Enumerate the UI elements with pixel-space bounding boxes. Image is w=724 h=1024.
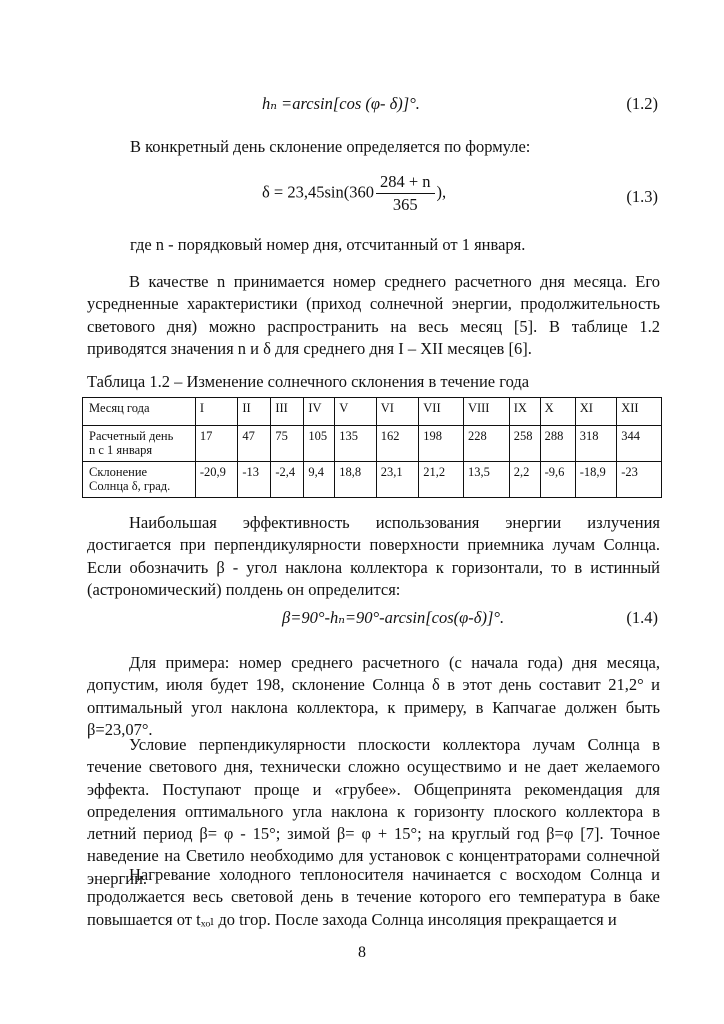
month-cell: IX	[509, 398, 540, 426]
declination-cell: -20,9	[195, 462, 238, 498]
declination-cell: -2,4	[271, 462, 304, 498]
declination-cell: 23,1	[376, 462, 419, 498]
formula-1-3-lhs: δ = 23,45sin(360	[262, 182, 374, 202]
paragraph-5-text: Нагревание холодного теплоносителя начинается с восходом Солнца и продолжается весь световой день в течение которого его температура в баке повышается от tₓₒₗ до tгор. После захода Солнца инсоляция прекращается и	[87, 865, 660, 929]
declination-cell: 13,5	[463, 462, 509, 498]
declination-cell: 18,8	[335, 462, 377, 498]
declination-cell: -13	[238, 462, 271, 498]
formula-1-2-number: (1.2)	[626, 94, 658, 113]
day-cell: 75	[271, 426, 304, 462]
paragraph-3	[87, 652, 660, 741]
paragraph-4-text: Условие перпендикулярности плоскости коллектора лучам Солнца в течение светового дня, технически сложно осуществимо и не дает желаемого эффекта. Поступают проще и «грубее». Общепринята рекомендация для определения оптимального угла наклона к горизонту плоского коллектора в летний период β= φ - 15°; зимой β= φ + 15°; на круглый год β=φ [7]. Точное наведение на Светило необходимо для установок с концентраторами солнечной энергии.	[87, 735, 660, 888]
month-cell: X	[540, 398, 575, 426]
month-cell: III	[271, 398, 304, 426]
day-cell: 344	[617, 426, 662, 462]
paragraph-1-text: В качестве n принимается номер среднего расчетного дня месяца. Его усредненные характеристики (приход солнечной энергии, продолжительность светового дня) можно распространить на весь месяц [5]. В таблице 1.2 приводятся значения n и δ для среднего дня I – XII месяцев [6].	[87, 272, 660, 358]
paragraph-5	[87, 864, 660, 931]
declination-cell: 21,2	[419, 462, 464, 498]
month-cell: II	[238, 398, 271, 426]
declination-cell: 2,2	[509, 462, 540, 498]
month-cell: V	[335, 398, 377, 426]
day-cell: 318	[575, 426, 617, 462]
declination-label-line-1: Склонение	[89, 465, 148, 479]
table-row-months	[83, 398, 662, 426]
paragraph-2	[87, 512, 660, 601]
formula-1-3-fraction	[376, 172, 435, 215]
paragraph-1	[87, 271, 660, 360]
month-cell: IV	[304, 398, 335, 426]
paragraph-3-text: Для примера: номер среднего расчетного (с начала года) дня месяца, допустим, июля будет 198, склонение Солнца δ в этот день составит 21,2° и оптимальный угол наклона коллектора, к примеру, в Капчагае должен быть β=23,07°.	[87, 653, 660, 739]
formula-1-3-denominator: 365	[392, 195, 418, 214]
declination-label	[83, 462, 196, 498]
where-line: где n - порядковый номер дня, отсчитанный от 1 января.	[130, 235, 526, 254]
table-row-declination	[83, 462, 662, 498]
formula-1-2: hₙ =arcsin[cos (φ- δ)]°.	[262, 94, 420, 113]
declination-cell: 9,4	[304, 462, 335, 498]
formula-1-3-number: (1.3)	[626, 187, 658, 206]
month-cell: VI	[376, 398, 419, 426]
table-caption: Таблица 1.2 – Изменение солнечного склонения в течение года	[87, 372, 530, 391]
paragraph-2-text: Наибольшая эффективность использования энергии излучения достигается при перпендикулярности поверхности приемника лучам Солнца. Если обозначить β - угол наклона коллектора к горизонтали, то в истинный (астрономический) полдень он определится:	[87, 513, 660, 599]
intro-line: В конкретный день склонение определяется по формуле:	[130, 137, 531, 156]
page-number: 8	[358, 944, 366, 961]
days-label-line-1: Расчетный день	[89, 429, 174, 443]
months-label: Месяц года	[83, 398, 196, 426]
formula-1-4-number: (1.4)	[626, 608, 658, 627]
month-cell: XI	[575, 398, 617, 426]
day-cell: 288	[540, 426, 575, 462]
formula-1-3-rhs: ),	[436, 182, 447, 202]
formula-1-4: β=90°-hₙ=90°-arcsin[cos(φ-δ)]°.	[282, 608, 505, 627]
day-cell: 228	[463, 426, 509, 462]
day-cell: 198	[419, 426, 464, 462]
day-cell: 105	[304, 426, 335, 462]
day-cell: 135	[335, 426, 377, 462]
declination-label-line-2: Солнца δ, град.	[89, 479, 171, 493]
month-cell: XII	[617, 398, 662, 426]
table-row-days	[83, 426, 662, 462]
formula-1-3	[262, 172, 446, 215]
day-cell: 47	[238, 426, 271, 462]
days-label	[83, 426, 196, 462]
declination-cell: -23	[617, 462, 662, 498]
days-label-line-2: n с 1 января	[89, 443, 153, 457]
day-cell: 258	[509, 426, 540, 462]
declination-cell: -9,6	[540, 462, 575, 498]
month-cell: VIII	[463, 398, 509, 426]
month-cell: I	[195, 398, 238, 426]
formula-1-3-numerator: 284 + n	[376, 172, 435, 194]
day-cell: 17	[195, 426, 238, 462]
declination-table	[82, 397, 662, 498]
month-cell: VII	[419, 398, 464, 426]
declination-cell: -18,9	[575, 462, 617, 498]
day-cell: 162	[376, 426, 419, 462]
